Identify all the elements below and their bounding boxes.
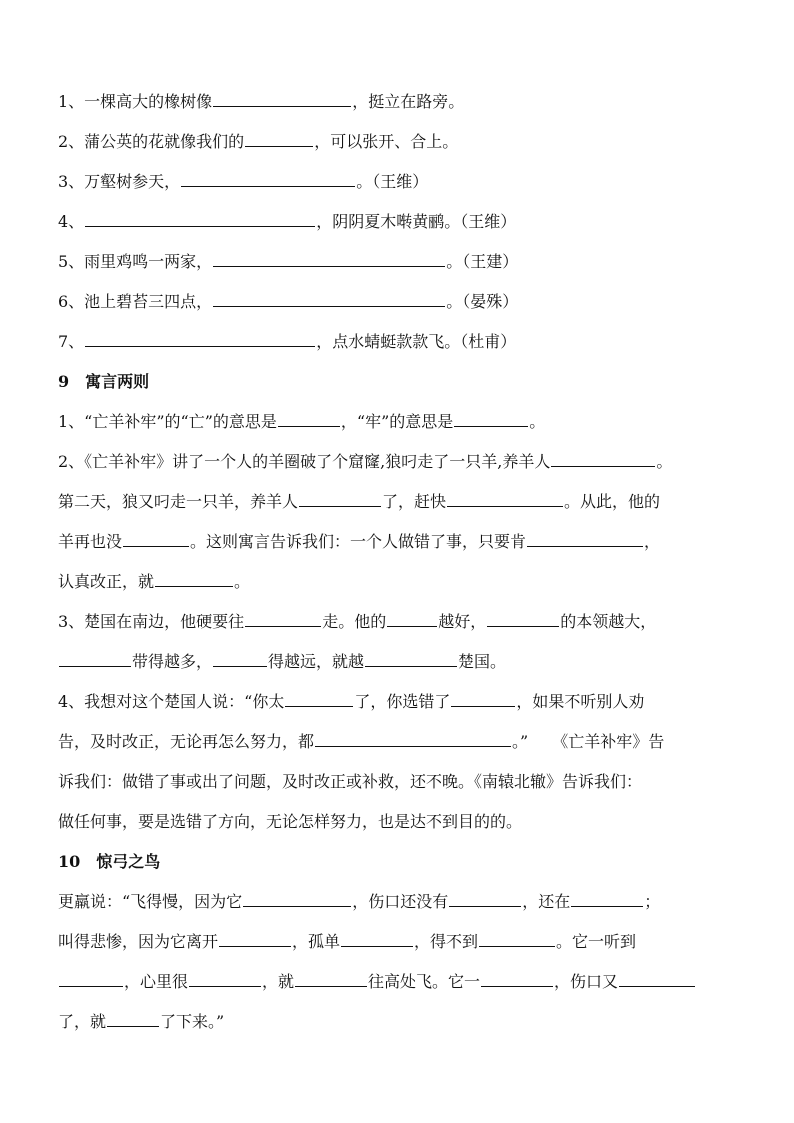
text: 6、池上碧苔三四点， bbox=[58, 292, 213, 311]
answer-blank[interactable] bbox=[299, 488, 381, 507]
text: 5、雨里鸡鸣一两家， bbox=[58, 252, 213, 271]
text: ，心里很 bbox=[124, 972, 189, 991]
text: ，伤口又 bbox=[554, 972, 619, 991]
answer-blank[interactable] bbox=[481, 968, 553, 987]
sec9-q2-line-1 bbox=[58, 448, 672, 476]
sec10-line-2 bbox=[58, 928, 636, 956]
text: 。（王维） bbox=[356, 172, 429, 191]
answer-blank[interactable] bbox=[365, 648, 457, 667]
text: 。（晏殊） bbox=[446, 292, 519, 311]
text: 。从此，他的 bbox=[564, 492, 661, 511]
text: 了，赶快 bbox=[382, 492, 447, 511]
answer-blank[interactable] bbox=[213, 648, 267, 667]
text: 1、“亡羊补牢”的“亡”的意思是 bbox=[58, 412, 277, 431]
sec8-line-2 bbox=[58, 128, 458, 156]
text: 往高处飞。它一 bbox=[368, 972, 481, 991]
answer-blank[interactable] bbox=[189, 968, 261, 987]
sec9-q4-line-2 bbox=[58, 728, 664, 756]
answer-blank[interactable] bbox=[243, 888, 351, 907]
answer-blank[interactable] bbox=[454, 408, 528, 427]
answer-blank[interactable] bbox=[315, 728, 511, 747]
answer-blank[interactable] bbox=[278, 408, 340, 427]
answer-blank[interactable] bbox=[245, 128, 313, 147]
answer-blank[interactable] bbox=[85, 328, 315, 347]
text: 2、《亡羊补牢》讲了一个人的羊圈破了个窟窿,狼叼走了一只羊,养羊人 bbox=[58, 452, 551, 471]
answer-blank[interactable] bbox=[59, 648, 131, 667]
answer-blank[interactable] bbox=[155, 568, 233, 587]
text: 。 bbox=[656, 452, 673, 471]
text: ，就 bbox=[262, 972, 295, 991]
answer-blank[interactable] bbox=[447, 488, 563, 507]
text: 告，及时改正，无论再怎么努力，都 bbox=[58, 732, 315, 751]
text: 的本领越大， bbox=[560, 612, 657, 631]
text: 羊再也没 bbox=[58, 532, 123, 551]
sec9-q4-line-3: 诉我们：做错了事或出了问题，及时改正或补救，还不晚。《南辕北辙》告诉我们： bbox=[58, 772, 643, 791]
answer-blank[interactable] bbox=[551, 448, 655, 467]
sec9-q2-line-4 bbox=[58, 568, 250, 596]
section-10-heading: 10 惊弓之鸟 bbox=[58, 852, 161, 871]
sec8-line-3 bbox=[58, 168, 428, 196]
answer-blank[interactable] bbox=[449, 888, 521, 907]
text: 了，你选错了 bbox=[354, 692, 451, 711]
sec8-line-7 bbox=[58, 328, 516, 356]
text: 认真改正，就 bbox=[58, 572, 155, 591]
sec9-q4-line-4: 做任何事，要是选错了方向，无论怎样努力，也是达不到目的的。 bbox=[58, 812, 523, 831]
sec9-q3-line-2 bbox=[58, 648, 506, 676]
text: 。” 《亡羊补牢》告 bbox=[512, 732, 665, 751]
answer-blank[interactable] bbox=[245, 608, 321, 627]
text: 了下来。” bbox=[160, 1012, 225, 1031]
sec8-line-4 bbox=[58, 208, 516, 236]
answer-blank[interactable] bbox=[213, 288, 445, 307]
text: 更羸说：“飞得慢，因为它 bbox=[58, 892, 243, 911]
sec10-line-3 bbox=[58, 968, 696, 996]
answer-blank[interactable] bbox=[571, 888, 643, 907]
answer-blank[interactable] bbox=[295, 968, 367, 987]
answer-blank[interactable] bbox=[479, 928, 555, 947]
text: ，还在 bbox=[522, 892, 571, 911]
text: 。（王建） bbox=[446, 252, 519, 271]
sec8-line-6 bbox=[58, 288, 518, 316]
text: ，点水蜻蜓款款飞。（杜甫） bbox=[316, 332, 517, 351]
text: 带得越多， bbox=[132, 652, 213, 671]
text: 走。他的 bbox=[322, 612, 387, 631]
text: 。它一听到 bbox=[556, 932, 637, 951]
answer-blank[interactable] bbox=[181, 168, 355, 187]
text: 。 bbox=[234, 572, 251, 591]
answer-blank[interactable] bbox=[619, 968, 695, 987]
text: ； bbox=[644, 892, 661, 911]
text: 楚国。 bbox=[458, 652, 507, 671]
text: 2、蒲公英的花就像我们的 bbox=[58, 132, 245, 151]
text: ， bbox=[644, 532, 661, 551]
answer-blank[interactable] bbox=[213, 88, 351, 107]
answer-blank[interactable] bbox=[213, 248, 445, 267]
text: 叫得悲惨，因为它离开 bbox=[58, 932, 219, 951]
text: ，伤口还没有 bbox=[352, 892, 449, 911]
sec9-q2-line-2 bbox=[58, 488, 660, 516]
answer-blank[interactable] bbox=[387, 608, 437, 627]
sec9-q2-line-3 bbox=[58, 528, 660, 556]
answer-blank[interactable] bbox=[59, 968, 123, 987]
text: ，阴阴夏木啭黄鹂。（王维） bbox=[316, 212, 517, 231]
text: ，“牢”的意思是 bbox=[340, 412, 454, 431]
text: 。 bbox=[529, 412, 546, 431]
text: 4、 bbox=[58, 212, 85, 231]
text: ，如果不听别人劝 bbox=[516, 692, 645, 711]
text: 7、 bbox=[58, 332, 85, 351]
text: 得越远，就越 bbox=[268, 652, 365, 671]
text: 4、我想对这个楚国人说：“你太 bbox=[58, 692, 285, 711]
text: 3、楚国在南边，他硬要往 bbox=[58, 612, 245, 631]
text: ，孤单 bbox=[292, 932, 341, 951]
text: ，得不到 bbox=[414, 932, 479, 951]
answer-blank[interactable] bbox=[219, 928, 291, 947]
text: ，可以张开、合上。 bbox=[314, 132, 459, 151]
answer-blank[interactable] bbox=[285, 688, 353, 707]
answer-blank[interactable] bbox=[487, 608, 559, 627]
sec9-q4-line-1 bbox=[58, 688, 644, 716]
text: 第二天，狼又叼走一只羊，养羊人 bbox=[58, 492, 299, 511]
text: 1、一棵高大的橡树像 bbox=[58, 92, 213, 111]
answer-blank[interactable] bbox=[123, 528, 189, 547]
answer-blank[interactable] bbox=[85, 208, 315, 227]
answer-blank[interactable] bbox=[107, 1008, 159, 1027]
text: 越好， bbox=[438, 612, 487, 631]
sec8-line-5 bbox=[58, 248, 518, 276]
answer-blank[interactable] bbox=[527, 528, 643, 547]
sec10-line-1 bbox=[58, 888, 660, 916]
sec10-line-4 bbox=[58, 1008, 224, 1036]
text: 了，就 bbox=[58, 1012, 107, 1031]
sec8-line-1 bbox=[58, 88, 464, 116]
sec9-q3-line-1 bbox=[58, 608, 656, 636]
text: ，挺立在路旁。 bbox=[352, 92, 465, 111]
sec9-q1 bbox=[58, 408, 545, 436]
section-9-heading: 9 寓言两则 bbox=[58, 372, 150, 391]
text: 。这则寓言告诉我们：一个人做错了事，只要肯 bbox=[190, 532, 527, 551]
text: 3、万壑树参天， bbox=[58, 172, 181, 191]
answer-blank[interactable] bbox=[341, 928, 413, 947]
answer-blank[interactable] bbox=[451, 688, 515, 707]
